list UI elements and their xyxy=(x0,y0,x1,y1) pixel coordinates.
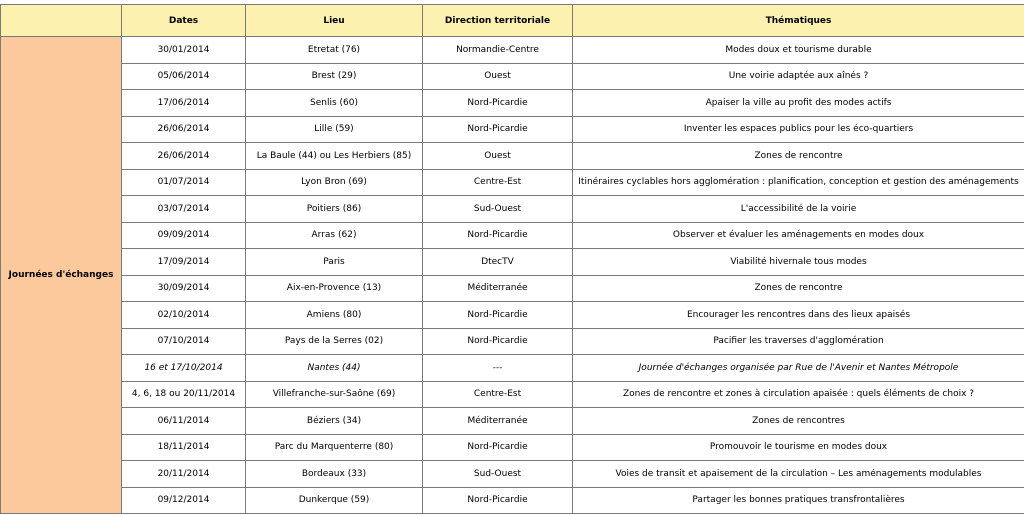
lieu-cell: Poitiers (86) xyxy=(246,196,423,223)
direction-cell: Nord-Picardie xyxy=(423,302,573,329)
theme-cell: Encourager les rencontres dans des lieux apaisés xyxy=(573,302,1024,329)
table-row xyxy=(1,116,1024,143)
table-row xyxy=(1,90,1024,117)
table-row xyxy=(1,381,1024,408)
date-cell: 09/09/2014 xyxy=(122,222,246,249)
direction-cell: DtecTV xyxy=(423,249,573,276)
date-cell: 07/10/2014 xyxy=(122,328,246,355)
events-table xyxy=(0,4,1024,514)
theme-cell: Zones de rencontre xyxy=(573,143,1024,170)
theme-cell: Viabilité hivernale tous modes xyxy=(573,249,1024,276)
table-row xyxy=(1,63,1024,90)
date-cell: 30/09/2014 xyxy=(122,275,246,302)
theme-cell: Une voirie adaptée aux aînés ? xyxy=(573,63,1024,90)
header-row xyxy=(1,5,1024,37)
date-cell: 30/01/2014 xyxy=(122,37,246,64)
theme-cell: Inventer les espaces publics pour les éco-quartiers xyxy=(573,116,1024,143)
direction-cell: Méditerranée xyxy=(423,408,573,435)
direction-cell: Nord-Picardie xyxy=(423,222,573,249)
header-direction: Direction territoriale xyxy=(423,5,573,37)
header-thematiques: Thématiques xyxy=(573,5,1024,37)
table-row xyxy=(1,461,1024,488)
lieu-cell: Lyon Bron (69) xyxy=(246,169,423,196)
lieu-cell: Bordeaux (33) xyxy=(246,461,423,488)
theme-cell: Zones de rencontre et zones à circulation apaisée : quels éléments de choix ? xyxy=(573,381,1024,408)
theme-cell: Pacifier les traverses d'agglomération xyxy=(573,328,1024,355)
table-row xyxy=(1,143,1024,170)
lieu-cell: Béziers (34) xyxy=(246,408,423,435)
direction-cell: Ouest xyxy=(423,143,573,170)
direction-cell: Normandie-Centre xyxy=(423,37,573,64)
theme-cell: Zones de rencontre xyxy=(573,275,1024,302)
lieu-cell: Villefranche-sur-Saône (69) xyxy=(246,381,423,408)
theme-cell: Apaiser la ville au profit des modes actifs xyxy=(573,90,1024,117)
date-cell: 26/06/2014 xyxy=(122,116,246,143)
theme-cell: L'accessibilité de la voirie xyxy=(573,196,1024,223)
lieu-cell: Dunkerque (59) xyxy=(246,487,423,514)
theme-cell: Voies de transit et apaisement de la circulation – Les aménagements modulables xyxy=(573,461,1024,488)
lieu-cell: Brest (29) xyxy=(246,63,423,90)
lieu-cell: Amiens (80) xyxy=(246,302,423,329)
table-row xyxy=(1,487,1024,514)
theme-cell: Zones de rencontres xyxy=(573,408,1024,435)
theme-cell: Partager les bonnes pratiques transfrontalières xyxy=(573,487,1024,514)
date-cell: 03/07/2014 xyxy=(122,196,246,223)
lieu-cell: Nantes (44) xyxy=(246,355,423,382)
direction-cell: Centre-Est xyxy=(423,381,573,408)
table-row xyxy=(1,169,1024,196)
date-cell: 09/12/2014 xyxy=(122,487,246,514)
table-row xyxy=(1,249,1024,276)
date-cell: 02/10/2014 xyxy=(122,302,246,329)
theme-cell: Journée d'échanges organisée par Rue de l'Avenir et Nantes Métropole xyxy=(573,355,1024,382)
direction-cell: Nord-Picardie xyxy=(423,116,573,143)
header-dates: Dates xyxy=(122,5,246,37)
table-row xyxy=(1,355,1024,382)
direction-cell: Nord-Picardie xyxy=(423,328,573,355)
theme-cell: Observer et évaluer les aménagements en modes doux xyxy=(573,222,1024,249)
table-row xyxy=(1,408,1024,435)
direction-cell: Sud-Ouest xyxy=(423,196,573,223)
direction-cell: Nord-Picardie xyxy=(423,434,573,461)
date-cell: 16 et 17/10/2014 xyxy=(122,355,246,382)
table-row xyxy=(1,37,1024,64)
category-cell: Journées d'échanges xyxy=(1,37,122,514)
table-row xyxy=(1,434,1024,461)
date-cell: 01/07/2014 xyxy=(122,169,246,196)
table-row xyxy=(1,302,1024,329)
date-cell: 18/11/2014 xyxy=(122,434,246,461)
theme-cell: Modes doux et tourisme durable xyxy=(573,37,1024,64)
direction-cell: Sud-Ouest xyxy=(423,461,573,488)
lieu-cell: Aix-en-Provence (13) xyxy=(246,275,423,302)
lieu-cell: Senlis (60) xyxy=(246,90,423,117)
date-cell: 17/06/2014 xyxy=(122,90,246,117)
lieu-cell: La Baule (44) ou Les Herbiers (85) xyxy=(246,143,423,170)
direction-cell: Nord-Picardie xyxy=(423,90,573,117)
date-cell: 4, 6, 18 ou 20/11/2014 xyxy=(122,381,246,408)
theme-cell: Promouvoir le tourisme en modes doux xyxy=(573,434,1024,461)
date-cell: 06/11/2014 xyxy=(122,408,246,435)
date-cell: 17/09/2014 xyxy=(122,249,246,276)
lieu-cell: Lille (59) xyxy=(246,116,423,143)
lieu-cell: Paris xyxy=(246,249,423,276)
direction-cell: Centre-Est xyxy=(423,169,573,196)
table-row xyxy=(1,222,1024,249)
direction-cell: --- xyxy=(423,355,573,382)
direction-cell: Nord-Picardie xyxy=(423,487,573,514)
lieu-cell: Parc du Marquenterre (80) xyxy=(246,434,423,461)
header-category xyxy=(1,5,122,37)
table-row xyxy=(1,328,1024,355)
lieu-cell: Etretat (76) xyxy=(246,37,423,64)
theme-cell: Itinéraires cyclables hors agglomération : planification, conception et gestion des aménagements xyxy=(573,169,1024,196)
date-cell: 05/06/2014 xyxy=(122,63,246,90)
lieu-cell: Arras (62) xyxy=(246,222,423,249)
table-row xyxy=(1,196,1024,223)
header-lieu: Lieu xyxy=(246,5,423,37)
direction-cell: Méditerranée xyxy=(423,275,573,302)
date-cell: 26/06/2014 xyxy=(122,143,246,170)
direction-cell: Ouest xyxy=(423,63,573,90)
lieu-cell: Pays de la Serres (02) xyxy=(246,328,423,355)
table-row xyxy=(1,275,1024,302)
date-cell: 20/11/2014 xyxy=(122,461,246,488)
